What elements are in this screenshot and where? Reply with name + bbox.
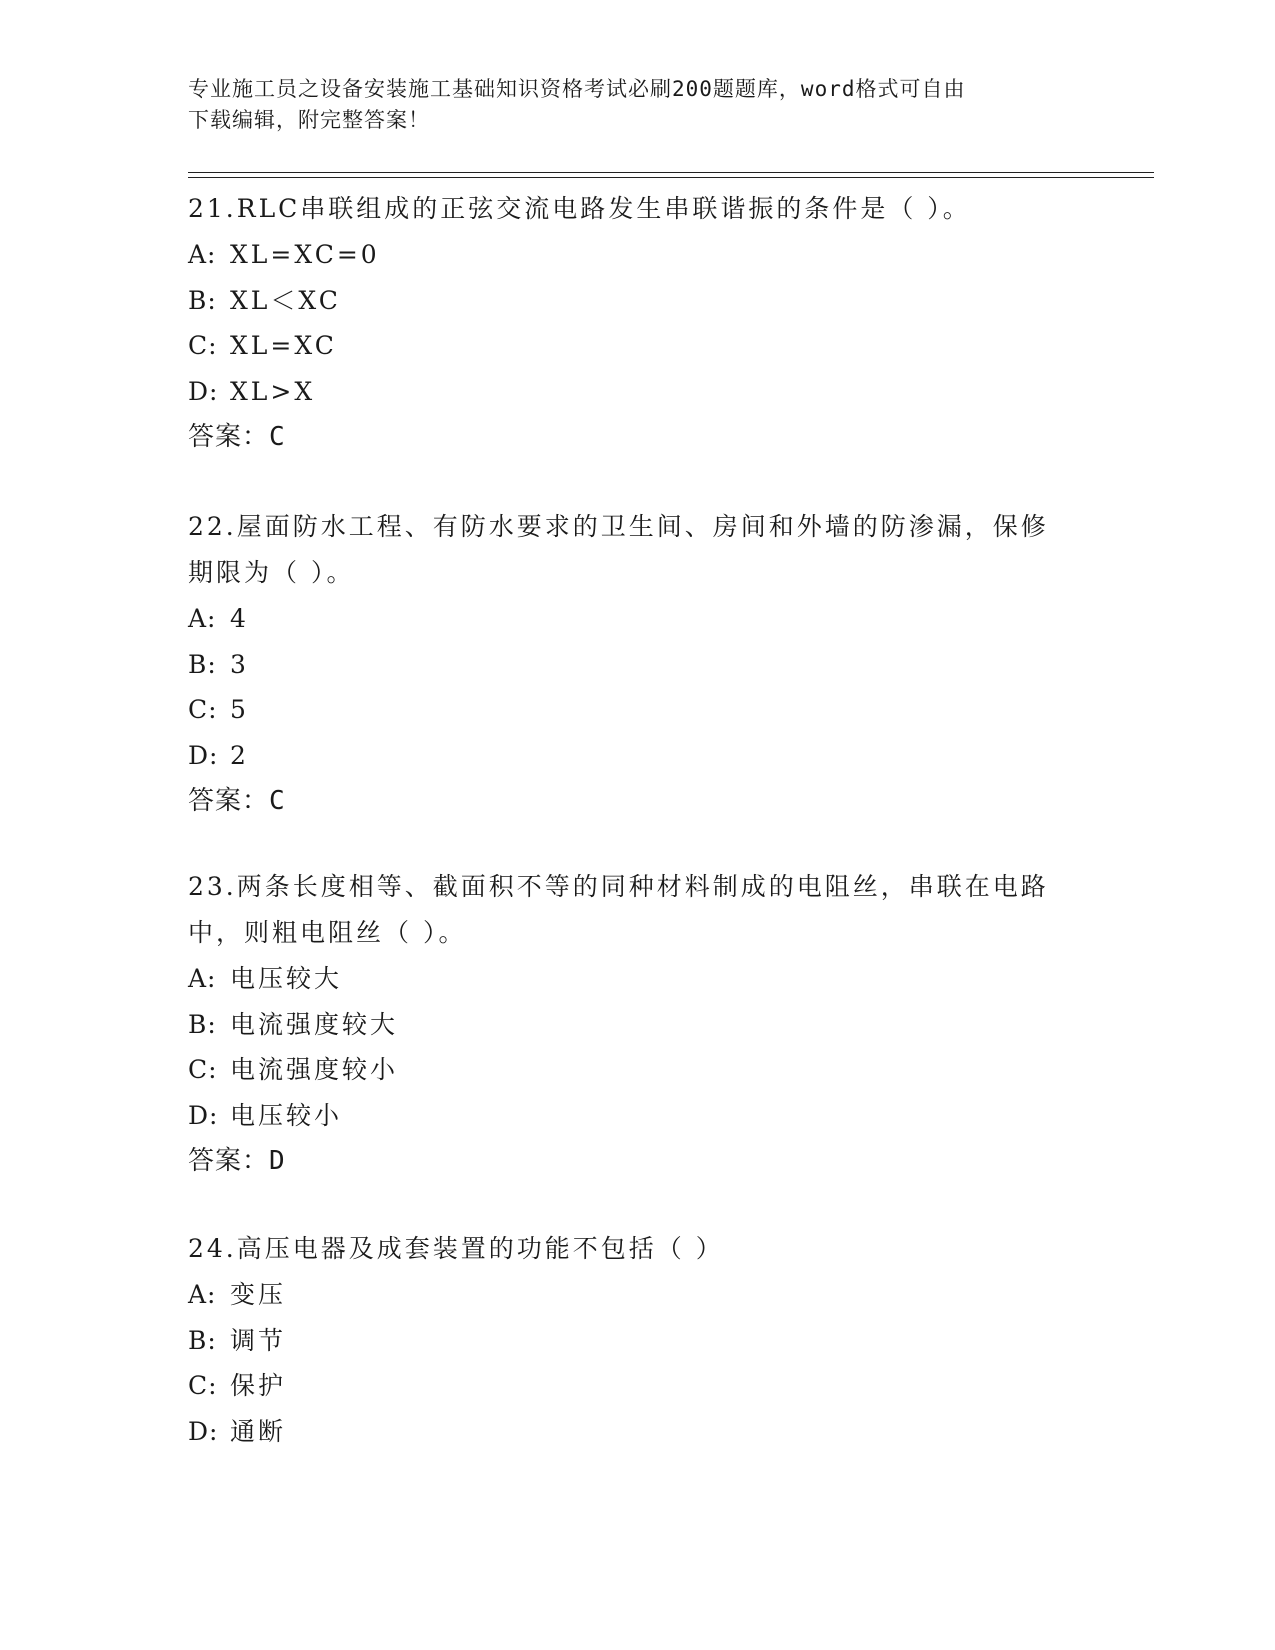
option-c — [188, 687, 1088, 733]
option-a — [188, 596, 1088, 642]
option-b — [188, 642, 1088, 688]
option-text: XL＜XC — [230, 285, 341, 315]
question-stem-line-2: 中，则粗电阻丝（ ）。 — [188, 918, 467, 947]
option-d — [188, 1093, 1088, 1139]
question-stem: 24.高压电器及成套装置的功能不包括（ ） — [188, 1234, 724, 1263]
option-key: D: — [188, 740, 219, 770]
option-text: 变压 — [230, 1280, 287, 1309]
option-text: XL=XC=0 — [230, 240, 380, 269]
option-key: D: — [188, 1100, 219, 1130]
answer: 答案：D — [188, 1146, 286, 1176]
option-key: B: — [188, 285, 217, 315]
option-text: 调节 — [230, 1325, 287, 1355]
option-key: A: — [188, 1280, 217, 1309]
option-text: 电压较大 — [230, 964, 343, 993]
option-c — [188, 1047, 1088, 1093]
option-key: D: — [188, 376, 219, 406]
header-line-1: 专业施工员之设备安装施工基础知识资格考试必刷200题题库，word格式可自由 — [188, 77, 966, 101]
question-22 — [188, 504, 1088, 824]
option-text: 3 — [230, 649, 249, 679]
option-key: A: — [188, 604, 217, 633]
option-text: 5 — [230, 695, 249, 724]
option-a — [188, 232, 1088, 278]
answer: 答案：C — [188, 786, 286, 816]
option-text: 电流强度较小 — [230, 1055, 399, 1084]
header-divider-bottom — [188, 177, 1154, 178]
option-b — [188, 1002, 1088, 1048]
option-a — [188, 956, 1088, 1002]
question-23 — [188, 864, 1088, 1184]
option-key: B: — [188, 649, 217, 679]
option-d — [188, 369, 1088, 415]
option-key: C: — [188, 695, 218, 724]
option-b — [188, 1318, 1088, 1364]
question-21 — [188, 186, 1088, 460]
option-key: A: — [188, 240, 217, 269]
header-line-2: 下载编辑，附完整答案！ — [188, 108, 430, 132]
question-stem: 21.RLC串联组成的正弦交流电路发生串联谐振的条件是（ ）。 — [188, 194, 971, 223]
option-c — [188, 323, 1088, 369]
option-text: 电流强度较大 — [230, 1009, 399, 1039]
option-key: B: — [188, 1009, 217, 1039]
option-key: D: — [188, 1416, 219, 1446]
option-text: 保护 — [230, 1371, 287, 1400]
option-key: C: — [188, 1371, 218, 1400]
document-header — [188, 74, 1068, 136]
option-key: A: — [188, 964, 217, 993]
option-text: 通断 — [230, 1416, 287, 1446]
option-text: 2 — [230, 740, 249, 770]
option-key: C: — [188, 331, 218, 360]
option-text: XL>X — [230, 376, 316, 406]
header-divider-top — [188, 172, 1154, 173]
option-d — [188, 1409, 1088, 1455]
option-b — [188, 278, 1088, 324]
answer: 答案：C — [188, 422, 286, 452]
option-text: XL=XC — [230, 331, 337, 360]
option-key: B: — [188, 1325, 217, 1355]
question-stem-line-1: 22.屋面防水工程、有防水要求的卫生间、房间和外墙的防渗漏，保修 — [188, 512, 1049, 541]
question-stem-line-1: 23.两条长度相等、截面积不等的同种材料制成的电阻丝，串联在电路 — [188, 872, 1049, 901]
option-key: C: — [188, 1055, 218, 1084]
question-stem-line-2: 期限为（ ）。 — [188, 558, 355, 587]
option-c — [188, 1363, 1088, 1409]
question-24 — [188, 1226, 1088, 1454]
option-d — [188, 733, 1088, 779]
option-text: 4 — [230, 604, 249, 633]
option-a — [188, 1272, 1088, 1318]
option-text: 电压较小 — [230, 1100, 343, 1130]
